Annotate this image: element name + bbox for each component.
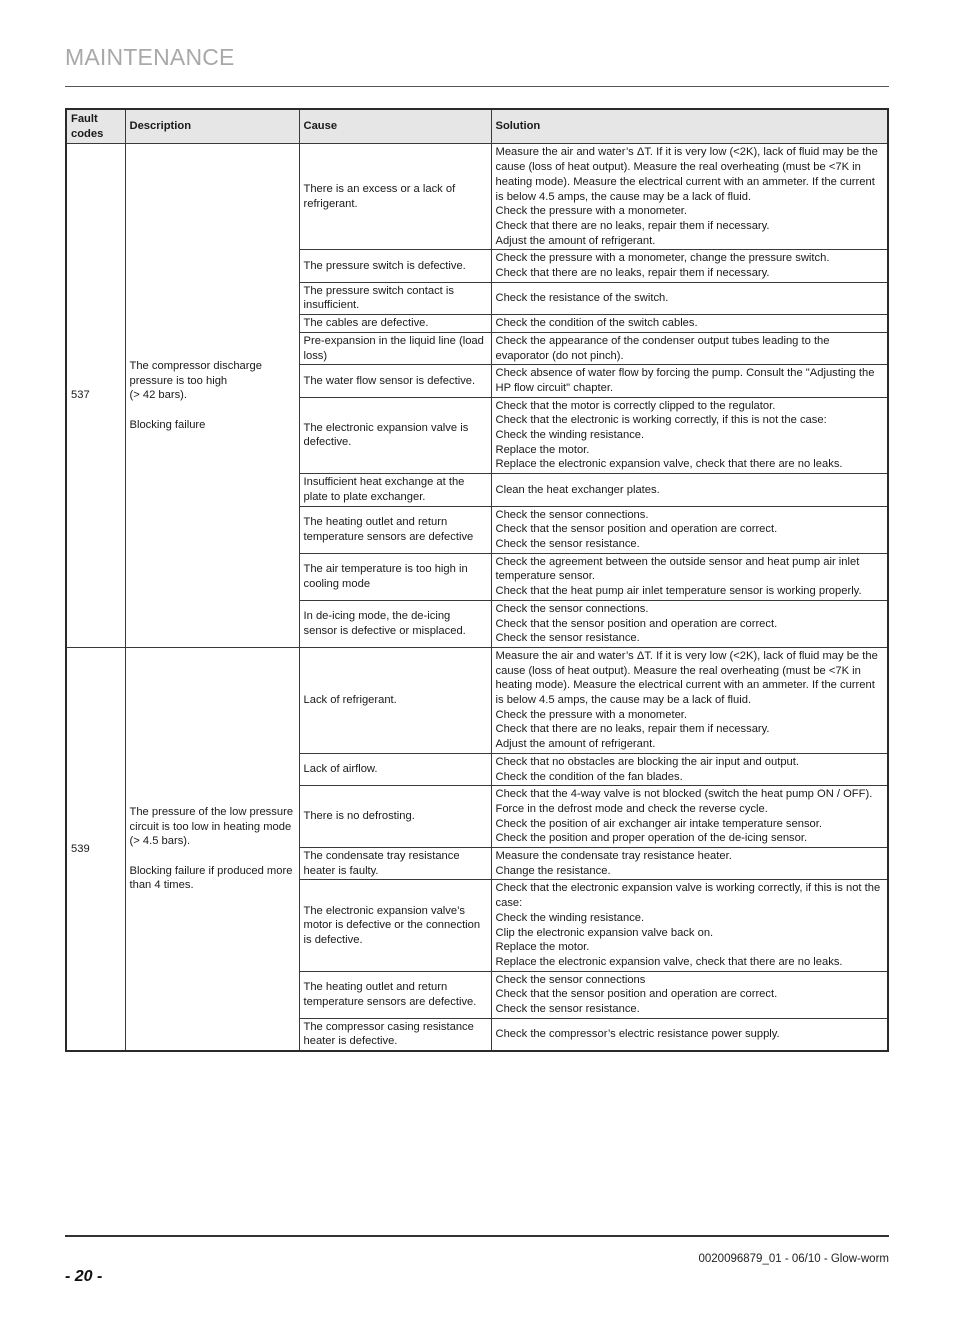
cause-cell: There is an excess or a lack of refrigerant. [299, 144, 491, 250]
cause-cell: The pressure switch contact is insufficient. [299, 282, 491, 314]
solution-cell: Clean the heat exchanger plates. [491, 474, 888, 506]
solution-cell: Check absence of water flow by forcing the pump. Consult the "Adjusting the HP flow circuit" chapter. [491, 365, 888, 397]
cause-cell: The heating outlet and return temperature sensors are defective [299, 506, 491, 553]
cause-cell: Lack of refrigerant. [299, 647, 491, 753]
cause-cell: There is no defrosting. [299, 786, 491, 848]
solution-cell: Check the resistance of the switch. [491, 282, 888, 314]
header-fault-codes: Fault codes [66, 109, 125, 144]
fault-table-body [66, 144, 888, 1051]
footer-divider [65, 1235, 889, 1237]
table-row [66, 144, 888, 250]
solution-cell: Check that the 4-way valve is not blocked (switch the heat pump ON / OFF). Force in the defrost mode and check the reverse cycle. Check the position of air exchanger air intake temperature sensor. Check the position and proper operation of the de-icing sensor. [491, 786, 888, 848]
cause-cell: The heating outlet and return temperature sensors are defective. [299, 971, 491, 1018]
solution-cell: Measure the air and water’s ΔT. If it is very low (<2K), lack of fluid may be the cause (loss of heat output). Measure the real overheating (must be <7K in heating mode). Measure the electrical current with an ammeter. If the current is below 4.5 amps, the cause may be a lack of fluid. Check the pressure with a monometer. Check that there are no leaks, repair them if necessary. Adjust the amount of refrigerant. [491, 647, 888, 753]
solution-cell: Check the pressure with a monometer, change the pressure switch. Check that there are no leaks, repair them if necessary. [491, 250, 888, 282]
fault-code-cell: 539 [66, 647, 125, 1051]
solution-cell: Measure the condensate tray resistance heater. Change the resistance. [491, 848, 888, 880]
table-row [66, 647, 888, 753]
section-title: MAINTENANCE [65, 44, 235, 70]
page-number: - 20 - [65, 1268, 103, 1285]
fault-code-cell: 537 [66, 144, 125, 648]
solution-cell: Measure the air and water’s ΔT. If it is very low (<2K), lack of fluid may be the cause (loss of heat output). Measure the real overheating (must be <7K in heating mode). Measure the electrical current with an ammeter. If the current is below 4.5 amps, the cause may be a lack of fluid. Check the pressure with a monometer. Check that there are no leaks, repair them if necessary. Adjust the amount of refrigerant. [491, 144, 888, 250]
cause-cell: The air temperature is too high in cooling mode [299, 553, 491, 600]
cause-cell: The pressure switch is defective. [299, 250, 491, 282]
document-reference: 0020096879_01 - 06/10 - Glow-worm [698, 1253, 889, 1265]
fault-description-cell: The pressure of the low pressure circuit is too low in heating mode (> 4.5 bars). Blocking failure if produced more than 4 times. [125, 647, 299, 1051]
table-header-row [66, 109, 888, 144]
cause-cell: In de-icing mode, the de-icing sensor is defective or misplaced. [299, 600, 491, 647]
cause-cell: The condensate tray resistance heater is faulty. [299, 848, 491, 880]
cause-cell: The cables are defective. [299, 315, 491, 333]
solution-cell: Check the sensor connections Check that the sensor position and operation are correct. Check the sensor resistance. [491, 971, 888, 1018]
solution-cell: Check the sensor connections. Check that the sensor position and operation are correct. Check the sensor resistance. [491, 506, 888, 553]
solution-cell: Check the agreement between the outside sensor and heat pump air inlet temperature sensor. Check that the heat pump air inlet temperature sensor is working properly. [491, 553, 888, 600]
solution-cell: Check that the motor is correctly clipped to the regulator. Check that the electronic is working correctly, if this is not the case: Check the winding resistance. Replace the motor. Replace the electronic expansion valve, check that there are no leaks. [491, 397, 888, 474]
cause-cell: The water flow sensor is defective. [299, 365, 491, 397]
solution-cell: Check that the electronic expansion valve is working correctly, if this is not the case: Check the winding resistance. Clip the electronic expansion valve back on. Replace the motor. Replace the electronic expansion valve, check that there are no leaks. [491, 880, 888, 971]
cause-cell: Pre-expansion in the liquid line (load loss) [299, 332, 491, 364]
header-cause: Cause [299, 109, 491, 144]
solution-cell: Check the appearance of the condenser output tubes leading to the evaporator (do not pinch). [491, 332, 888, 364]
header-description: Description [125, 109, 299, 144]
cause-cell: Insufficient heat exchange at the plate to plate exchanger. [299, 474, 491, 506]
cause-cell: The electronic expansion valve’s motor is defective or the connection is defective. [299, 880, 491, 971]
solution-cell: Check the sensor connections. Check that the sensor position and operation are correct. Check the sensor resistance. [491, 600, 888, 647]
cause-cell: Lack of airflow. [299, 753, 491, 785]
fault-description-cell: The compressor discharge pressure is too high (> 42 bars). Blocking failure [125, 144, 299, 648]
cause-cell: The electronic expansion valve is defective. [299, 397, 491, 474]
header-solution: Solution [491, 109, 888, 144]
solution-cell: Check the compressor’s electric resistance power supply. [491, 1018, 888, 1051]
cause-cell: The compressor casing resistance heater is defective. [299, 1018, 491, 1051]
title-divider [65, 86, 889, 87]
fault-table [65, 108, 889, 1052]
solution-cell: Check the condition of the switch cables. [491, 315, 888, 333]
solution-cell: Check that no obstacles are blocking the air input and output. Check the condition of the fan blades. [491, 753, 888, 785]
